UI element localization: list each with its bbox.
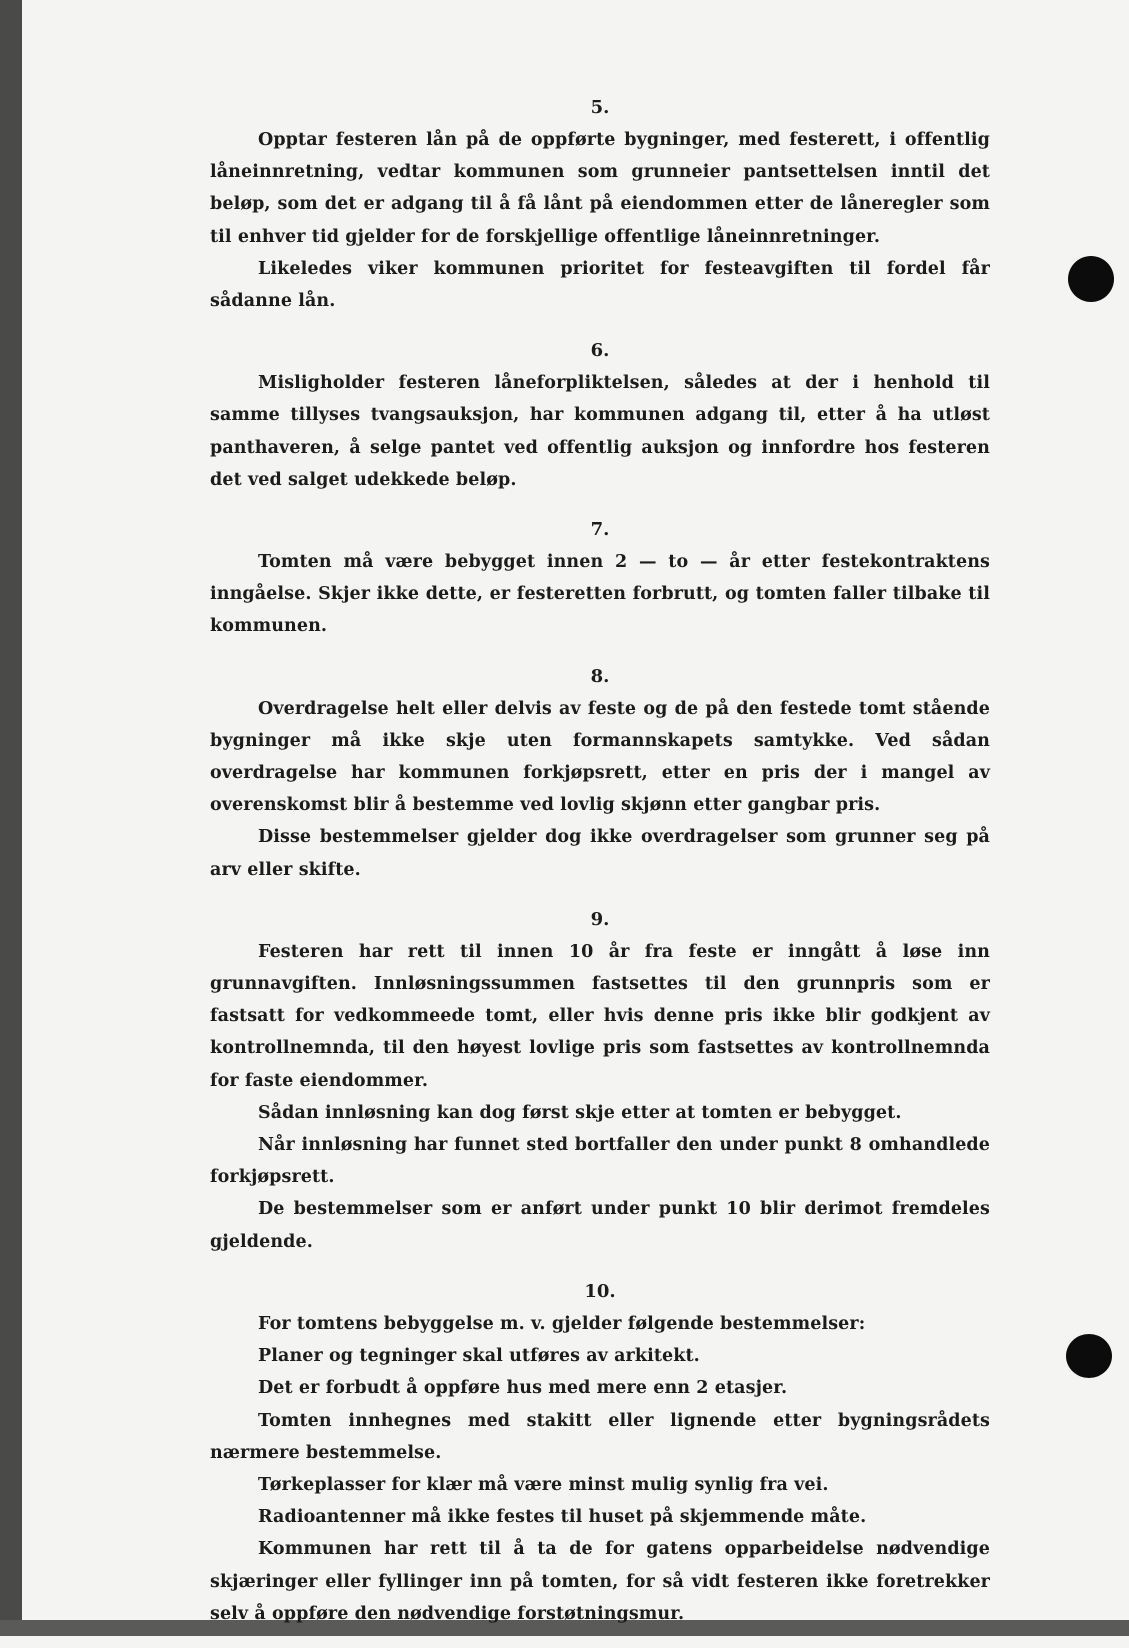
paragraph: Tomten innhegnes med stakitt eller lignende etter bygningsrådets nærmere bestemmelse. — [210, 1410, 990, 1463]
paragraph: Likeledes viker kommunen prioritet for festeavgiften til fordel får sådanne lån. — [210, 258, 990, 312]
section-number: 5. — [590, 97, 610, 118]
paragraph: Planer og tegninger skal utføres av arkitekt. — [258, 1346, 700, 1367]
paragraph: Når innløsning har funnet sted bortfaller den under punkt 8 omhandlede forkjøpsrett. — [210, 1135, 990, 1188]
paragraph: Opptar festeren lån på de oppførte bygninger, med festerett, i offentlig låneinnretning, vedtar kommunen som grunneier pantsettelsen inntil det beløp, som det er adgang til å få lånt på eiendommen etter de låneregler som til enhver tid gjelder for de forskjellige offentlige låneinnretninger. — [210, 130, 990, 247]
section — [210, 514, 990, 643]
section-number: 8. — [590, 665, 610, 687]
section — [210, 661, 990, 886]
scan-border-left — [0, 0, 22, 1636]
hole-punch-mark — [1068, 256, 1114, 302]
section — [210, 335, 990, 496]
section-number: 6. — [590, 340, 610, 362]
paragraph: Tomten må være bebygget innen 2 — to — år etter festekontraktens inngåelse. Skjer ikke dette, er festeretten forbrutt, og tomten faller tilbake til kommunen. — [210, 552, 990, 637]
section-number: 9. — [590, 908, 610, 930]
paragraph: Festeren har rett til innen 10 år fra feste er inngått å løse inn grunnavgiften. Innløsningssummen fastsettes til den grunnpris som er fastsatt for vedkommeede tomt, eller hvis denne pris ikke blir godkjent av kontrollnemnda, til den høyest lovlige pris som fastsettes av kontrollnemnda for faste eiendommer. — [210, 941, 990, 1091]
hole-punch-mark — [1066, 1334, 1112, 1378]
document-page — [210, 92, 990, 1648]
paragraph: Det er forbudt å oppføre hus med mere enn 2 etasjer. — [258, 1378, 788, 1399]
paragraph: For tomtens bebyggelse m. v. gjelder følgende bestemmelser: — [258, 1313, 866, 1334]
paragraph: Misligholder festeren låneforpliktelsen, således at der i henhold til samme tillyses tvangsauksjon, har kommunen adgang til, etter å ha utløst panthaveren, å selge pantet ved offentlig auksjon og innfordre hos festeren det ved salget udekkede beløp. — [210, 373, 990, 490]
paragraph: Disse bestemmelser gjelder dog ikke overdragelser som grunner seg på arv eller skifte. — [210, 827, 990, 880]
paragraph: Sådan innløsning kan dog først skje etter at tomten er bebygget. — [258, 1102, 902, 1123]
section-number: 10. — [584, 1280, 616, 1302]
paragraph: Radioantenner må ikke festes til huset på skjemmende måte. — [258, 1507, 867, 1528]
section — [210, 1276, 990, 1630]
paragraph: Tørkeplasser for klær må være minst mulig synlig fra vei. — [258, 1474, 829, 1495]
paragraph: De bestemmelser som er anført under punkt 10 blir derimot fremdeles gjeldende. — [210, 1199, 990, 1252]
section — [210, 92, 990, 317]
paragraph: Kommunen har rett til å ta de for gatens opparbeidelse nødvendige skjæringer eller fyllinger inn på tomten, for så vidt festeren ikke foretrekker selv å oppføre den nødvendige forstøtningsmur. — [210, 1539, 990, 1624]
paragraph: Overdragelse helt eller delvis av feste og de på den festede tomt stående bygninger må ikke skje uten formannskapets samtykke. Ved sådan overdragelse har kommunen forkjøpsrett, etter en pris der i mangel av overenskomst blir å bestemme ved lovlig skjønn etter gangbar pris. — [210, 698, 990, 816]
section — [210, 904, 990, 1258]
section-number: 7. — [590, 519, 610, 541]
